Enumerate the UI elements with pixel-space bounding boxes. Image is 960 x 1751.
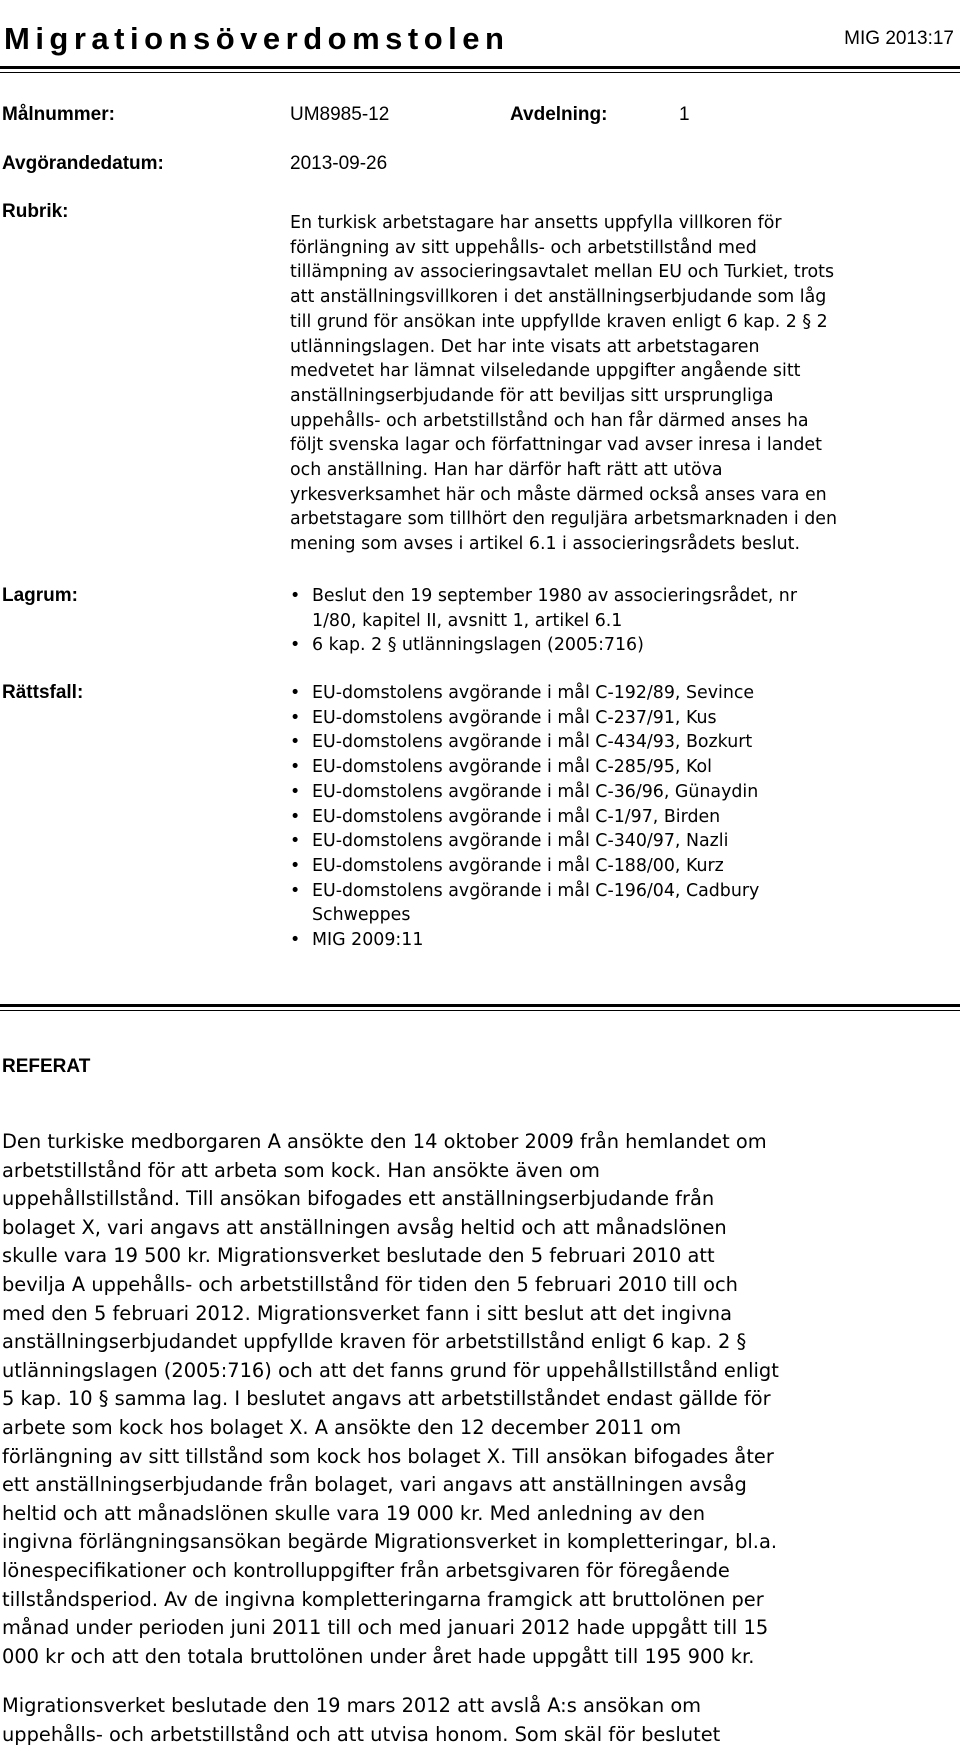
list-item: • EU-domstolens avgörande i mål C-36/96, Günaydin xyxy=(290,780,950,805)
list-item: • EU-domstolens avgörande i mål C-434/93, Bozkurt xyxy=(290,730,950,755)
rattsfall-label: Rättsfall: xyxy=(2,682,84,703)
list-item: • Beslut den 19 september 1980 av associeringsrådet, nr 1/80, kapitel II, avsnitt 1, artikel 6.1 xyxy=(290,584,950,633)
referat-paragraph-2: Migrationsverket beslutade den 19 mars 2012 att avslå A:s ansökan om uppehålls- och arbetstillstånd och att utvisa honom. Som skäl för beslutet xyxy=(2,1694,721,1746)
datum-value: 2013-09-26 xyxy=(290,153,388,174)
list-item: • EU-domstolens avgörande i mål C-196/04, Cadbury Schweppes xyxy=(290,879,950,928)
rubrik-text: En turkisk arbetstagare har ansetts uppfylla villkoren för förlängning av sitt uppehålls- och arbetstillstånd med tillämpning av associeringsavtalet mellan EU och Turkiet, trots att anställningsvillkoren i det anställningserbjudande som låg till grund för ansökan inte uppfyllde kraven enligt 6 kap. 2 § 2 utlänningslagen. Det har inte visats att arbetstagaren medvetet har lämnat vilseledande uppgifter angående sitt anställningserbjudande för att beviljas sitt ursprungliga uppehålls- och arbetstillstånd och han får därmed anses ha följt svenska lagar och författningar vad avser inresa i landet och anställning. Han har därför haft rätt att utöva yrkesverksamhet här och måste därmed också anses vara en arbetstagare som tillhört den reguljära arbetsmarknaden i den mening som avses i artikel 6.1 i associeringsrådets beslut. xyxy=(290,213,838,555)
case-reference: MIG 2013:17 xyxy=(844,28,954,49)
list-item: • 6 kap. 2 § utlänningslagen (2005:716) xyxy=(290,633,950,658)
section-divider-thin xyxy=(0,1010,960,1011)
header-rule xyxy=(0,66,960,69)
list-item: • MIG 2009:11 xyxy=(290,928,950,953)
section-divider xyxy=(0,1004,960,1007)
document-header xyxy=(0,16,960,68)
lagrum-list xyxy=(290,584,950,658)
malnummer-label: Målnummer: xyxy=(2,104,115,125)
avdelning-label: Avdelning: xyxy=(510,104,608,125)
list-item: • EU-domstolens avgörande i mål C-285/95, Kol xyxy=(290,755,950,780)
header-rule-thin xyxy=(0,72,960,73)
list-item: • EU-domstolens avgörande i mål C-340/97, Nazli xyxy=(290,829,950,854)
court-title: Migrationsöverdomstolen xyxy=(4,21,510,56)
avdelning-value: 1 xyxy=(679,104,690,125)
rattsfall-list xyxy=(290,681,950,953)
list-item: • EU-domstolens avgörande i mål C-192/89, Sevince xyxy=(290,681,950,706)
list-item: • EU-domstolens avgörande i mål C-1/97, Birden xyxy=(290,805,950,830)
rubrik-label: Rubrik: xyxy=(2,201,69,222)
referat-heading: REFERAT xyxy=(2,1056,91,1077)
referat-paragraph-1: Den turkiske medborgaren A ansökte den 14 oktober 2009 från hemlandet om arbetstillstånd för att arbeta som kock. Han ansökte även om uppehållstillstånd. Till ansökan bifogades ett anställningserbjudande från bolaget X, vari angavs att anställningen avsåg heltid och att månadslönen skulle vara 19 500 kr. Migrationsverket beslutade den 5 februari 2010 att bevilja A uppehålls- och arbetstillstånd för tiden den 5 februari 2010 till och med den 5 februari 2012. Migrationsverket fann i sitt beslut att det ingivna anställningserbjudandet uppfyllde kraven för arbetstillstånd enligt 6 kap. 2 § utlänningslagen (2005:716) och att det fanns grund för uppehållstillstånd enligt 5 kap. 10 § samma lag. I beslutet angavs att arbetstillståndet endast gällde för arbete som kock hos bolaget X. A ansökte den 12 december 2011 om förlängning av sitt tillstånd som kock hos bolaget X. Till ansökan bifogades åter ett anställningserbjudande från bolaget, vari angavs att anställningen avsåg heltid och att månadslönen skulle vara 19 000 kr. Med anledning av den ingivna förlängningsansökan begärde Migrationsverket in kompletteringar, bl.a. lönespecifikationer och kontrolluppgifter från arbetsgivaren för föregående tillståndsperiod. Av de ingivna kompletteringarna framgick att bruttolönen per månad under perioden juni 2011 till och med januari 2012 hade uppgått till 15 000 kr och att den totala bruttolönen under året hade uppgått till 195 900 kr. xyxy=(2,1130,779,1668)
list-item: • EU-domstolens avgörande i mål C-237/91, Kus xyxy=(290,706,950,731)
list-item: • EU-domstolens avgörande i mål C-188/00, Kurz xyxy=(290,854,950,879)
datum-label: Avgörandedatum: xyxy=(2,153,164,174)
lagrum-label: Lagrum: xyxy=(2,585,78,606)
malnummer-value: UM8985-12 xyxy=(290,104,390,125)
